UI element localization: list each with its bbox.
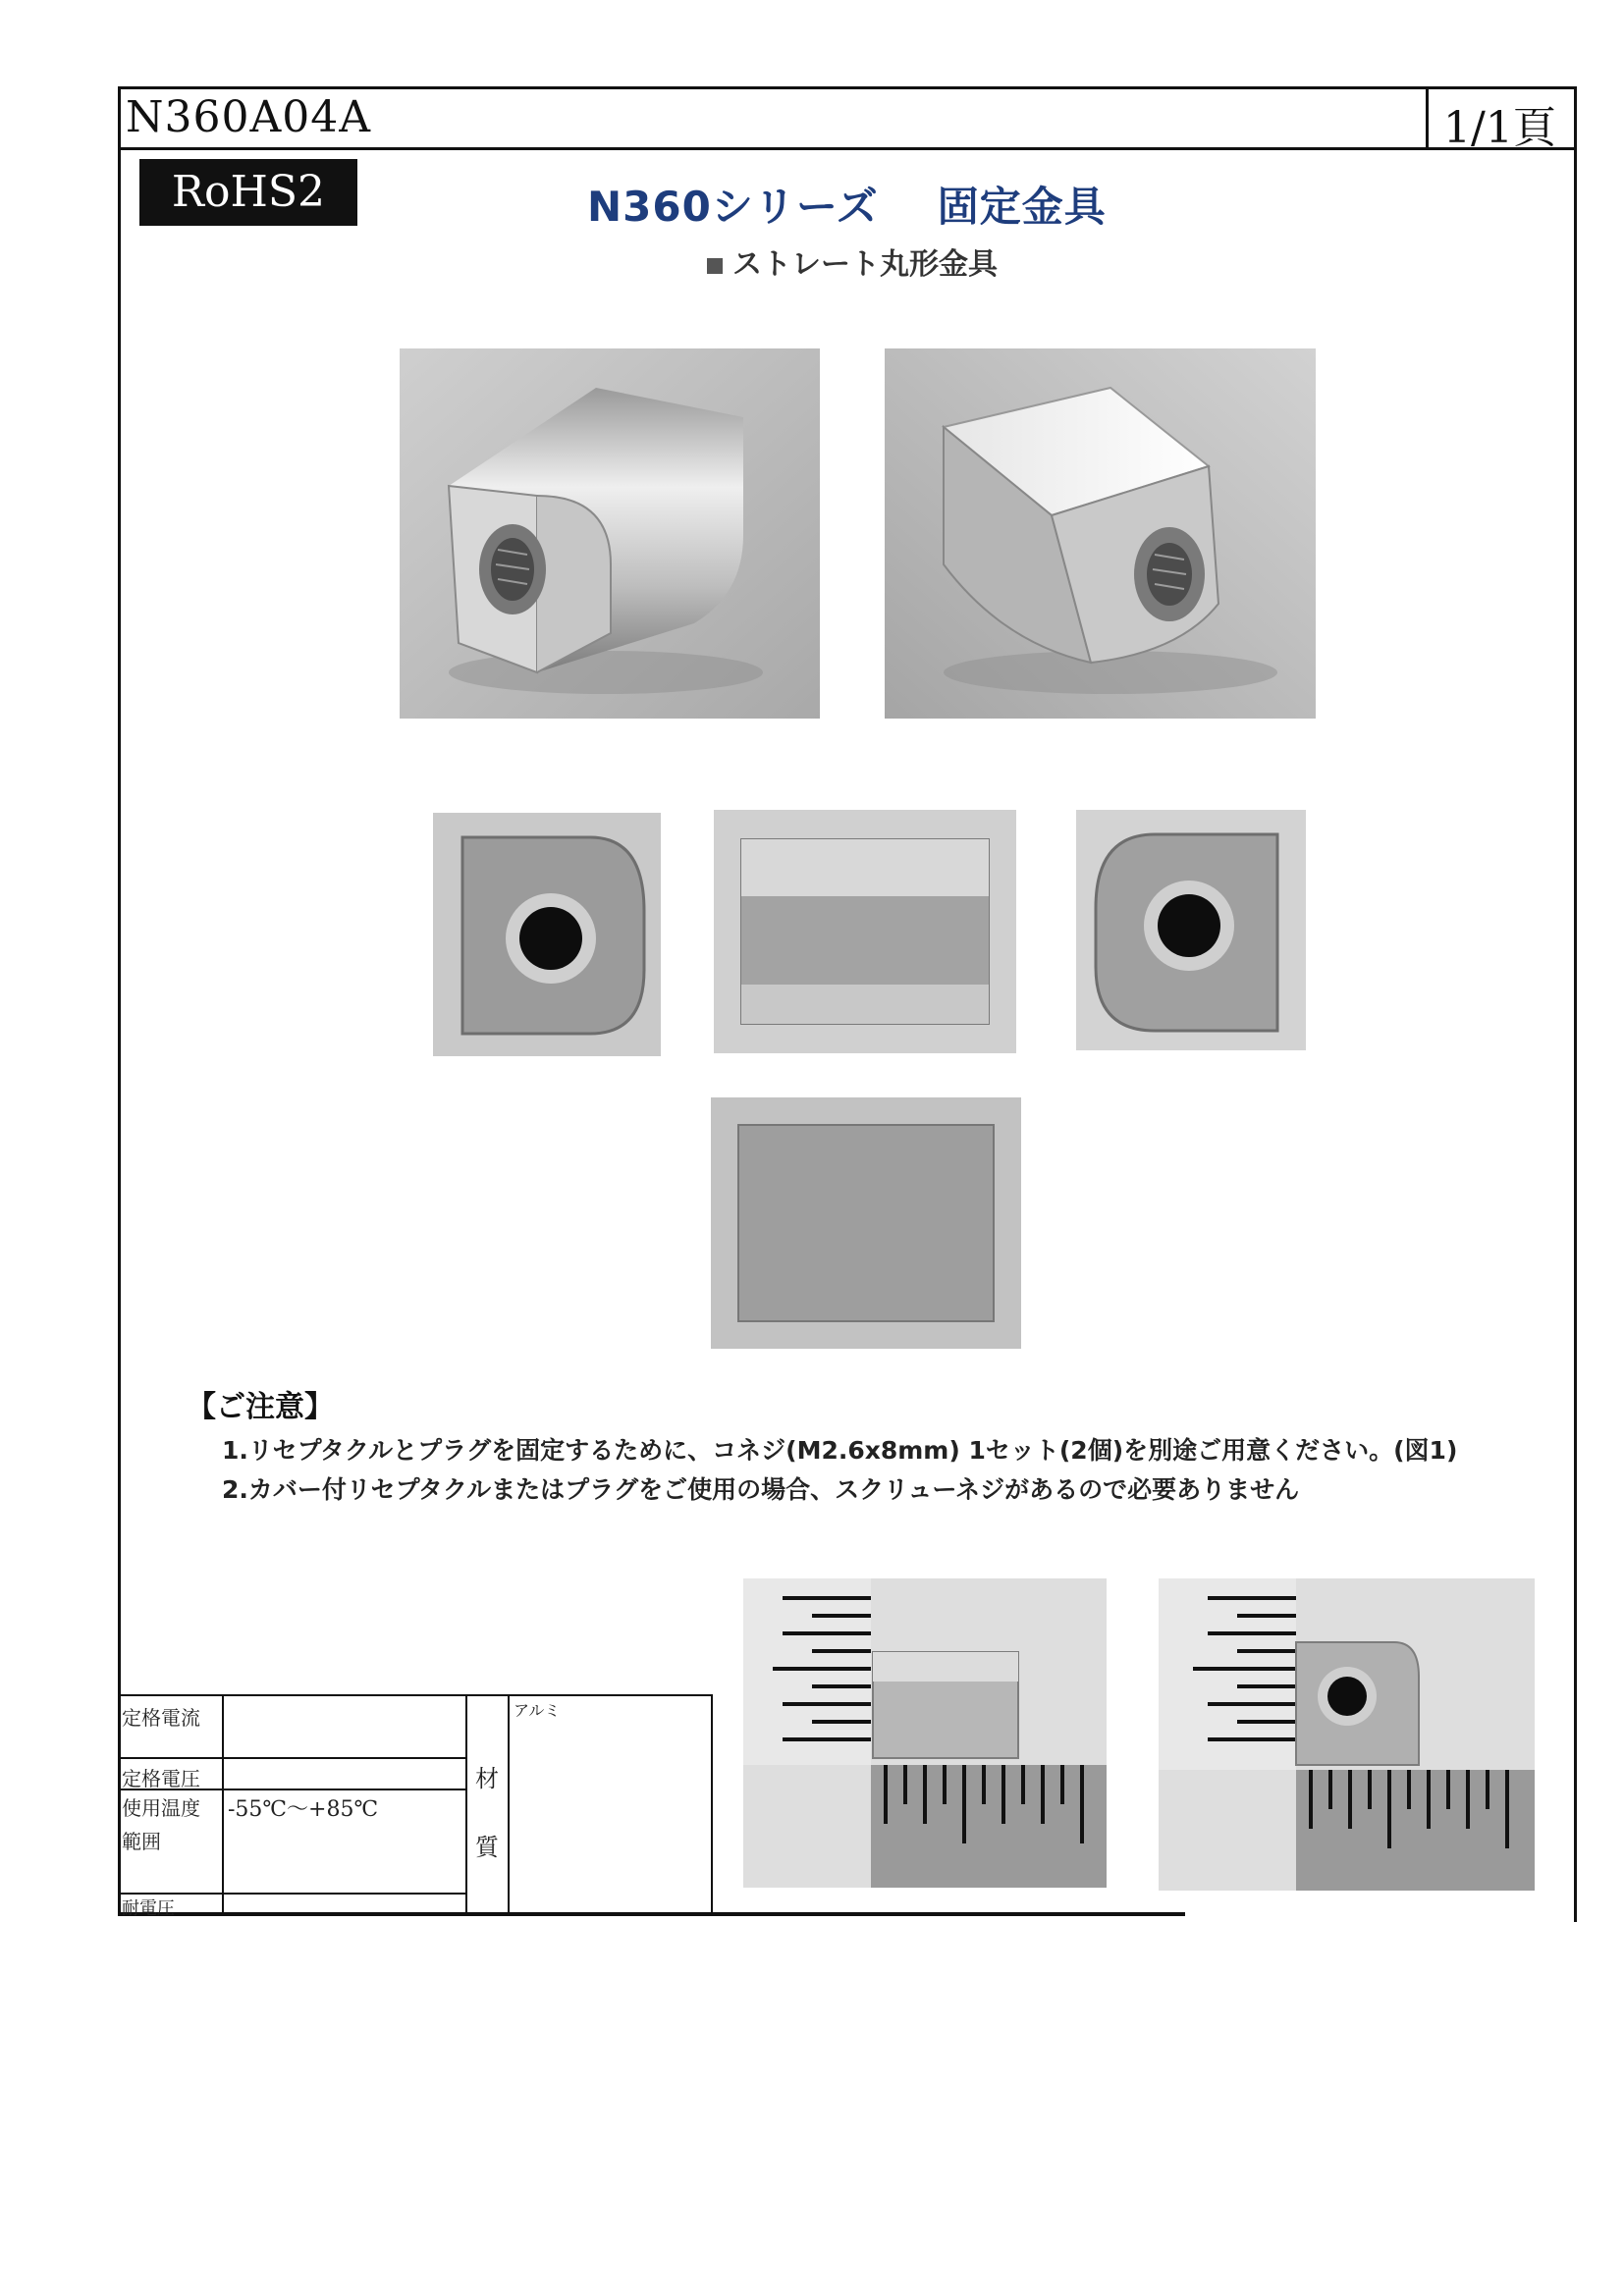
- note-item-2: 2.カバー付リセプタクルまたはプラグをご使用の場合、スクリューネジがあるので必要ありません: [222, 1475, 1300, 1504]
- product-photo-side: [714, 810, 1016, 1053]
- temperature-label-line1: 使用温度: [122, 1796, 200, 1820]
- frame-left: [118, 86, 121, 1914]
- subtitle: [707, 240, 998, 283]
- frame-right: [1574, 86, 1577, 1922]
- page-cell-divider: [1426, 86, 1429, 149]
- frame-header-bottom: [118, 147, 1577, 150]
- bullet-square-icon: [707, 258, 723, 274]
- product-photo-end-right: [1076, 810, 1306, 1050]
- page-number: 1/1頁: [1443, 103, 1556, 153]
- temperature-label-line2: 範囲: [122, 1830, 161, 1853]
- product-photo-end-left: [433, 813, 661, 1056]
- rohs-badge: RoHS2: [139, 159, 357, 226]
- product-photo-bottom: [711, 1097, 1021, 1349]
- subtitle-text: ストレート丸形金具: [732, 247, 998, 282]
- frame-top: [118, 86, 1577, 89]
- bottom-rule-extension: [712, 1912, 1185, 1916]
- material-label-line1: 材: [475, 1765, 499, 1792]
- spec-line-top: [118, 1694, 712, 1696]
- spec-col-4: [711, 1694, 713, 1914]
- document-id: N360A04A: [126, 92, 372, 142]
- withstand-voltage-label: 耐電圧: [122, 1898, 175, 1919]
- spec-table: [118, 1694, 712, 1919]
- spec-col-2: [465, 1694, 467, 1914]
- spec-col-1: [222, 1694, 224, 1914]
- rated-current-label: 定格電流: [122, 1706, 200, 1730]
- size-reference-photo-side: [743, 1578, 1107, 1888]
- spec-line-bottom: [118, 1912, 712, 1916]
- page-title: [587, 175, 1107, 234]
- note-item-1: 1.リセプタクルとプラグを固定するために、コネジ(M2.6x8mm) 1セット(2個)を別途ご用意ください。(図1): [222, 1436, 1458, 1465]
- spec-col-3: [508, 1694, 510, 1914]
- product-photo-front-left: [400, 348, 820, 719]
- rated-voltage-label: 定格電圧: [122, 1767, 200, 1790]
- size-reference-photo-end: [1159, 1578, 1535, 1891]
- product-photo-front-right: [885, 348, 1316, 719]
- temperature-value: -55℃～+85℃: [228, 1797, 379, 1822]
- material-value: アルミ: [514, 1701, 561, 1720]
- item-name: 固定金具: [937, 183, 1107, 231]
- material-label-line2: 質: [475, 1834, 499, 1861]
- spec-line-1: [118, 1757, 466, 1759]
- series-name: N360シリーズ: [587, 183, 879, 231]
- notes-section: [187, 1382, 1457, 1510]
- notes-title: 【ご注意】: [187, 1390, 334, 1424]
